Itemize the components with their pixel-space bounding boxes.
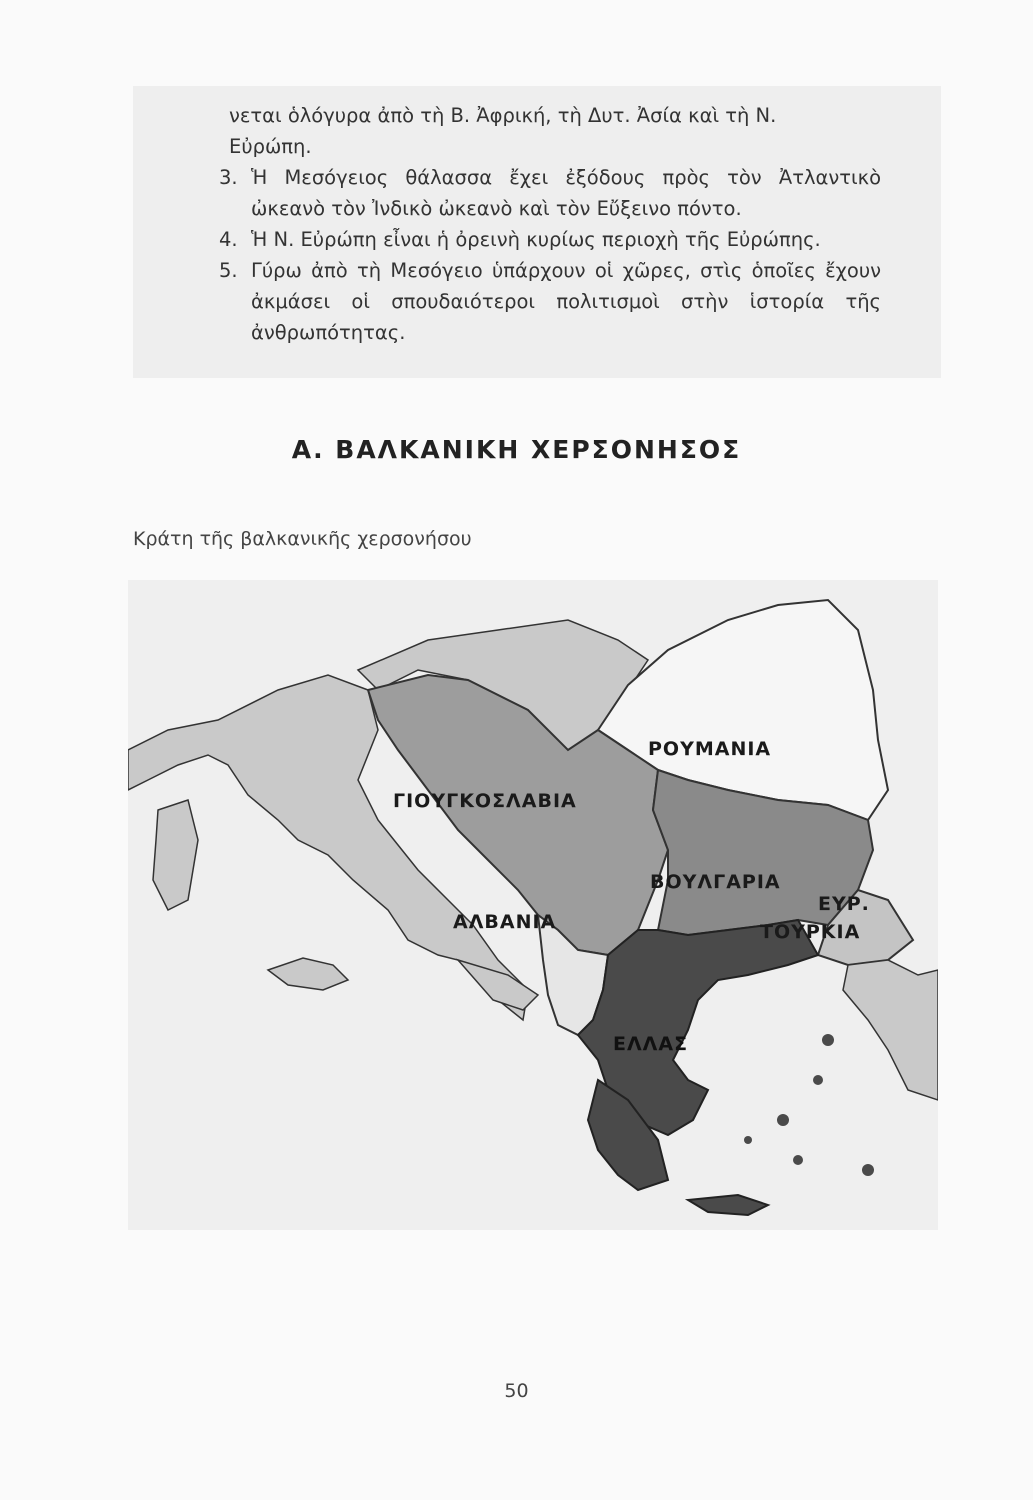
label-yugoslavia: ΓΙΟΥΓΚΟΣΛΑΒΙΑ (393, 790, 577, 812)
island (744, 1136, 752, 1144)
intro-line-2: Εὐρώπη. (229, 135, 312, 158)
map-caption: Κράτη τῆς βαλκανικῆς χερσονήσου (133, 528, 472, 550)
balkan-map (128, 580, 938, 1230)
list-item-4 (219, 224, 881, 255)
item-text: Γύρω ἀπὸ τὴ Μεσόγειο ὑπάρχουν οἱ χῶρες, στὶς ὁποῖες ἔχουν ἀκμάσει οἱ σπουδαιότεροι πολιτισμοὶ στὴν ἱστορία τῆς ἀνθρωπότητας. (251, 259, 881, 344)
label-romania: ΡΟΥΜΑΝΙΑ (648, 738, 772, 760)
text-block (133, 86, 941, 378)
label-greece: ΕΛΛΑΣ (613, 1033, 689, 1055)
intro-line-1: νεται ὁλόγυρα ἀπὸ τὴ Β. Ἀφρική, τὴ Δυτ. Ἀσία καὶ τὴ Ν. (229, 104, 777, 127)
island (813, 1075, 823, 1085)
item-text: Ἡ Μεσόγειος θάλασσα ἔχει ἐξόδους πρὸς τὸν Ἀτλαντικὸ ὠκεανὸ τὸν Ἰνδικὸ ὠκεανὸ καὶ τὸν Εὔξεινο πόντο. (251, 166, 881, 220)
item-number: 5. (219, 259, 238, 282)
item-text: Ἡ Ν. Εὐρώπη εἶναι ἡ ὀρεινὴ κυρίως περιοχὴ τῆς Εὐρώπης. (251, 228, 821, 251)
item-number: 4. (219, 228, 238, 251)
map-svg (128, 580, 938, 1230)
island (777, 1114, 789, 1126)
label-turkey: ΤΟΥΡΚΙΑ (760, 921, 861, 943)
island (862, 1164, 874, 1176)
list-item-5 (219, 255, 881, 348)
section-title: Α. ΒΑΛΚΑΝΙΚΗ ΧΕΡΣΟΝΗΣΟΣ (291, 435, 742, 464)
label-bulgaria: ΒΟΥΛΓΑΡΙΑ (650, 871, 781, 893)
island (822, 1034, 834, 1046)
list-item-3 (219, 162, 881, 224)
label-albania: ΑΛΒΑΝΙΑ (453, 911, 557, 933)
island (793, 1155, 803, 1165)
label-eur: ΕΥΡ. (818, 893, 870, 915)
item-number: 3. (219, 166, 238, 189)
page-number: 50 (504, 1380, 529, 1402)
